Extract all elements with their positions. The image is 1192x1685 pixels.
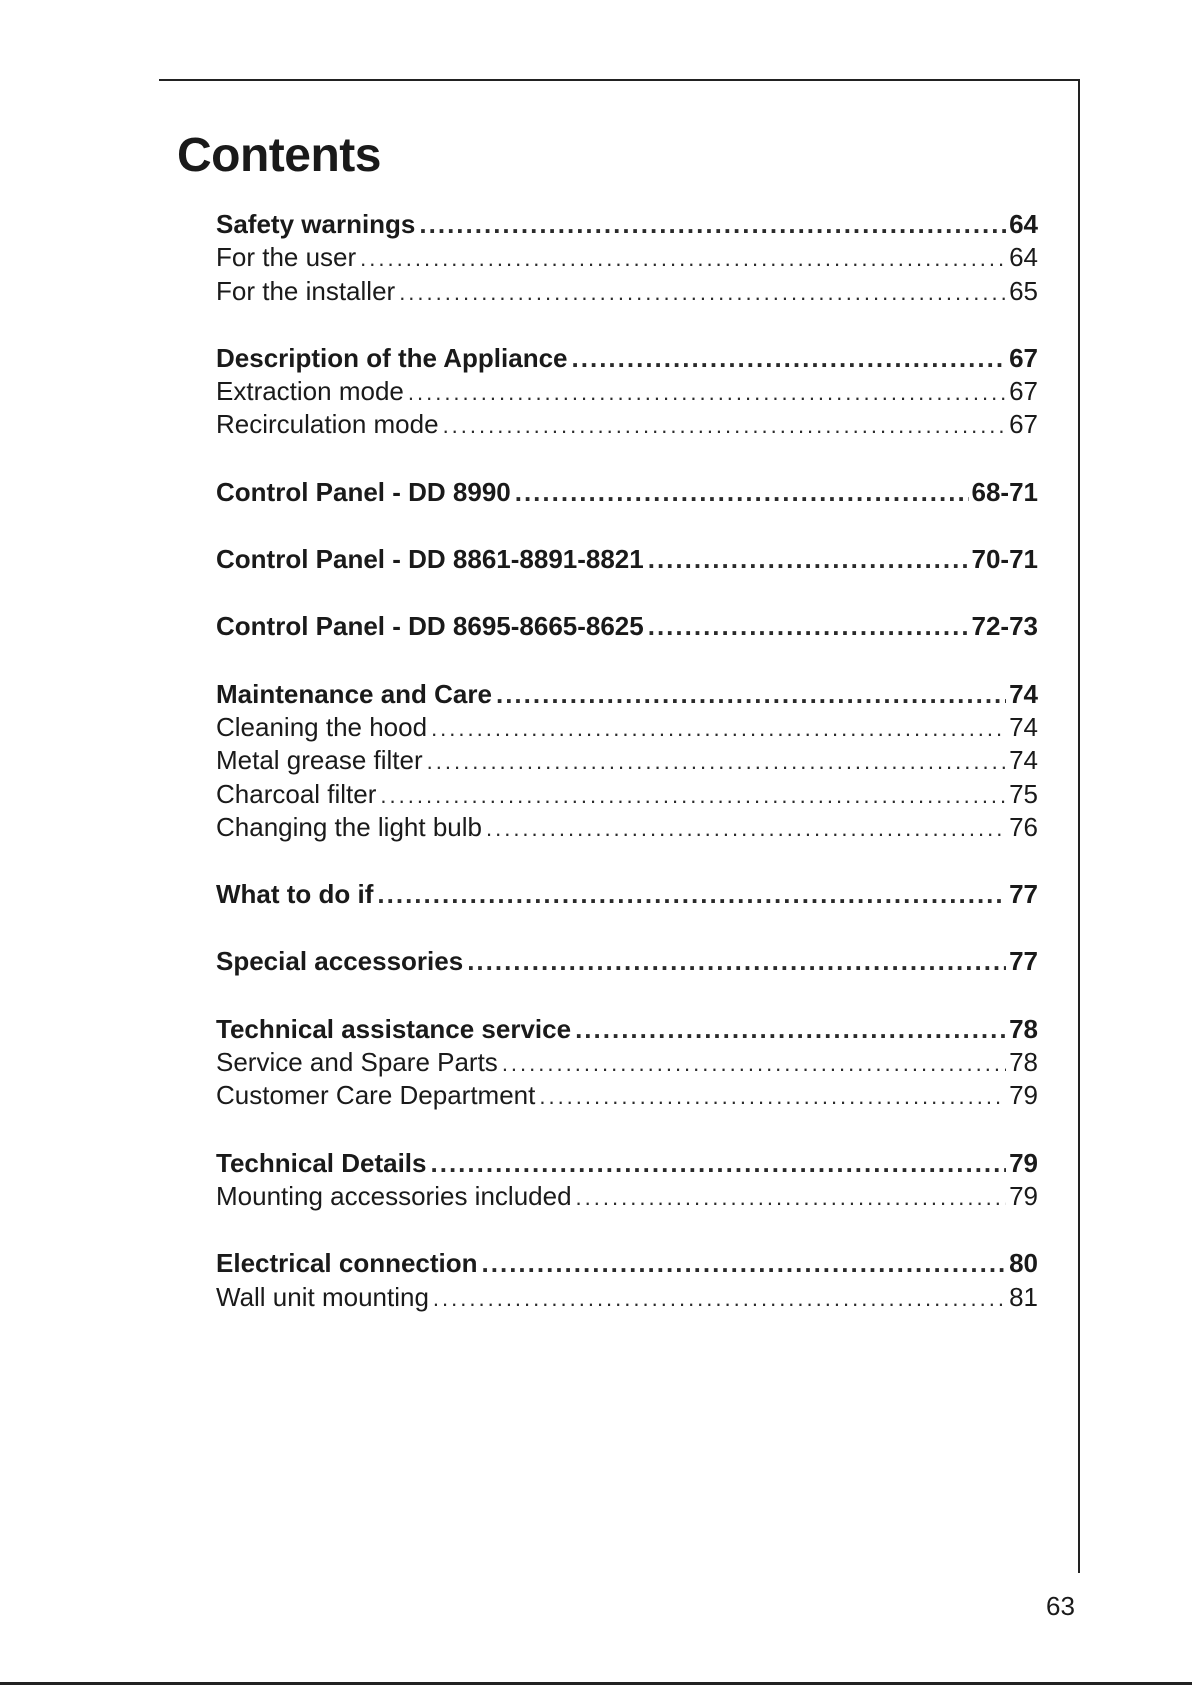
toc-section	[216, 476, 1038, 509]
toc-entry-page: 78	[1009, 1013, 1038, 1044]
toc-section-heading[interactable]	[216, 476, 1038, 509]
toc-section	[216, 342, 1038, 442]
toc-entry-label: Control Panel - DD 8695-8665-8625	[216, 611, 644, 642]
toc-entry-page: 68-71	[971, 476, 1038, 507]
toc-entry-label: Charcoal filter	[216, 778, 377, 809]
toc-entry-page: 74	[1009, 711, 1038, 742]
dot-leader	[377, 878, 1006, 911]
toc-subentry[interactable]	[216, 778, 1038, 811]
toc-entry-page: 72-73	[971, 611, 1038, 642]
toc-entry-label: Mounting accessories included	[216, 1180, 572, 1211]
toc-section-heading[interactable]	[216, 678, 1038, 711]
right-border-rule	[1078, 79, 1080, 1573]
toc-section-heading[interactable]	[216, 1147, 1038, 1180]
toc-subentry[interactable]	[216, 811, 1038, 844]
toc-entry-page: 67	[1009, 376, 1038, 407]
toc-section-heading[interactable]	[216, 1247, 1038, 1280]
toc-entry-label: Control Panel - DD 8861-8891-8821	[216, 544, 644, 575]
toc-subentry[interactable]	[216, 1180, 1038, 1213]
toc-entry-page: 67	[1009, 409, 1038, 440]
toc-section	[216, 1247, 1038, 1314]
toc-entry-page: 64	[1009, 242, 1038, 273]
toc-subentry[interactable]	[216, 408, 1038, 441]
dot-leader	[431, 1147, 1007, 1180]
toc-subentry[interactable]	[216, 711, 1038, 744]
dot-leader	[427, 745, 1006, 777]
dot-leader	[576, 1181, 1007, 1213]
toc-entry-page: 80	[1009, 1248, 1038, 1279]
toc-entry-label: Special accessories	[216, 946, 464, 977]
toc-entry-label: Description of the Appliance	[216, 342, 568, 373]
toc-entry-label: For the installer	[216, 275, 396, 306]
dot-leader	[433, 1282, 1006, 1314]
toc-entry-page: 74	[1009, 745, 1038, 776]
page-number: 63	[1046, 1591, 1075, 1621]
toc-entry-label: Extraction mode	[216, 376, 404, 407]
toc-section-heading[interactable]	[216, 208, 1038, 241]
toc-entry-page: 75	[1009, 778, 1038, 809]
dot-leader	[408, 376, 1006, 408]
toc-section-heading[interactable]	[216, 878, 1038, 911]
dot-leader	[502, 1047, 1006, 1079]
toc-entry-page: 67	[1009, 342, 1038, 373]
toc-entry-page: 65	[1009, 275, 1038, 306]
toc-entry-label: Recirculation mode	[216, 409, 439, 440]
toc-entry-label: What to do if	[216, 879, 374, 910]
toc-section-heading[interactable]	[216, 1013, 1038, 1046]
dot-leader	[572, 342, 1007, 375]
toc-section-heading[interactable]	[216, 945, 1038, 978]
toc-entry-label: Maintenance and Care	[216, 678, 492, 709]
toc-entry-page: 81	[1009, 1281, 1038, 1312]
toc-entry-label: Technical Details	[216, 1147, 427, 1178]
toc-subentry[interactable]	[216, 1046, 1038, 1079]
toc-entry-label: Service and Spare Parts	[216, 1047, 498, 1078]
toc-subentry[interactable]	[216, 241, 1038, 274]
toc-section-heading[interactable]	[216, 342, 1038, 375]
toc-subentry[interactable]	[216, 744, 1038, 777]
toc-subentry[interactable]	[216, 1079, 1038, 1112]
toc-entry-label: Cleaning the hood	[216, 711, 428, 742]
toc-entry-page: 70-71	[971, 544, 1038, 575]
toc-entry-page: 77	[1009, 879, 1038, 910]
toc-section	[216, 208, 1038, 308]
dot-leader	[419, 208, 1006, 241]
toc-entry-label: Technical assistance service	[216, 1013, 572, 1044]
toc-entry-label: Changing the light bulb	[216, 811, 482, 842]
toc-section	[216, 1147, 1038, 1214]
dot-leader	[486, 812, 1006, 844]
top-border-rule	[159, 79, 1080, 81]
dot-leader	[380, 779, 1006, 811]
dot-leader	[575, 1013, 1006, 1046]
toc-section	[216, 543, 1038, 576]
dot-leader	[515, 476, 969, 509]
toc-entry-label: Control Panel - DD 8990	[216, 476, 511, 507]
toc-entry-page: 64	[1009, 209, 1038, 239]
toc-entry-label: Wall unit mounting	[216, 1281, 429, 1312]
toc-entry-page: 74	[1009, 678, 1038, 709]
toc-entry-page: 76	[1009, 811, 1038, 842]
dot-leader	[539, 1080, 1006, 1112]
toc-section	[216, 678, 1038, 844]
toc-section	[216, 610, 1038, 643]
toc-subentry[interactable]	[216, 275, 1038, 308]
toc-section-heading[interactable]	[216, 610, 1038, 643]
toc-entry-label: Electrical connection	[216, 1248, 478, 1279]
dot-leader	[648, 610, 969, 643]
dot-leader	[467, 945, 1006, 978]
toc-entry-label: For the user	[216, 242, 357, 273]
toc-entry-page: 79	[1009, 1080, 1038, 1111]
dot-leader	[482, 1247, 1007, 1280]
toc-subentry[interactable]	[216, 375, 1038, 408]
toc-entry-label: Safety warnings	[216, 209, 416, 239]
toc-subentry[interactable]	[216, 1281, 1038, 1314]
toc-entry-page: 79	[1009, 1147, 1038, 1178]
dot-leader	[360, 242, 1006, 274]
dot-leader	[648, 543, 969, 576]
toc-entry-page: 79	[1009, 1180, 1038, 1211]
toc-entry-page: 77	[1009, 946, 1038, 977]
dot-leader	[431, 712, 1006, 744]
toc-section	[216, 1013, 1038, 1113]
toc-section-heading[interactable]	[216, 543, 1038, 576]
dot-leader	[496, 678, 1006, 711]
dot-leader	[443, 409, 1007, 441]
toc-entry-label: Metal grease filter	[216, 745, 423, 776]
toc-section	[216, 945, 1038, 978]
page-title: Contents	[177, 129, 381, 182]
dot-leader	[399, 276, 1006, 308]
toc-entry-page: 78	[1009, 1047, 1038, 1078]
toc-entry-label: Customer Care Department	[216, 1080, 536, 1111]
table-of-contents	[216, 208, 1038, 1348]
toc-section	[216, 878, 1038, 911]
